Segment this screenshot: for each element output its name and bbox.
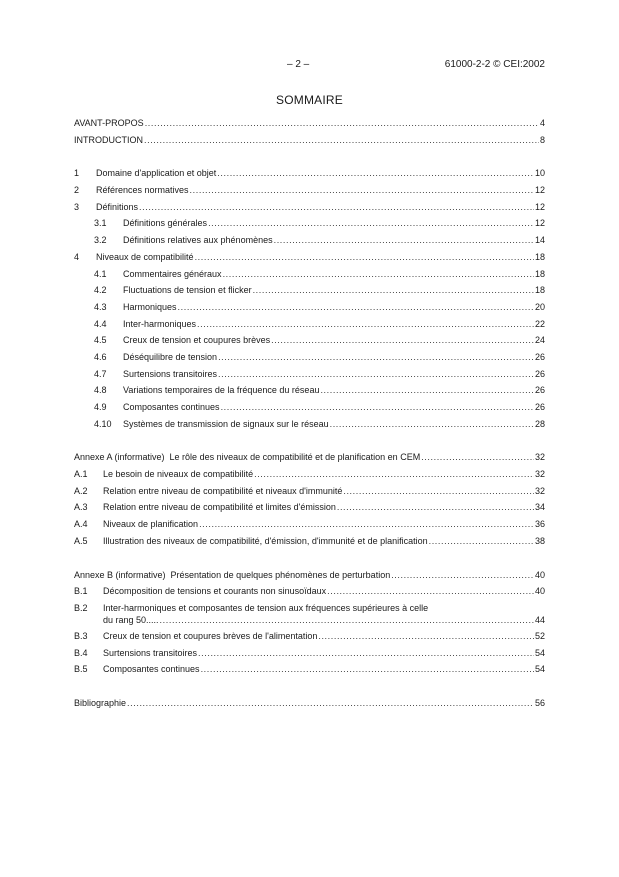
toc-entry-label: Définitions relatives aux phénomènes bbox=[123, 235, 273, 246]
toc-entry-page: 54 bbox=[534, 647, 545, 658]
toc-entry-label: Systèmes de transmission de signaux sur le réseau bbox=[123, 418, 329, 429]
toc-entry-clause-4-7[interactable] bbox=[74, 369, 545, 386]
toc-entry-annex-b[interactable] bbox=[74, 570, 545, 587]
toc-entry-number: 3 bbox=[74, 201, 80, 212]
toc-entry-number: B.1 bbox=[74, 586, 88, 597]
toc-entry-number: 3.1 bbox=[94, 218, 107, 229]
toc-entry-label: Relation entre niveau de compatibilité et limites d'émission bbox=[103, 502, 336, 513]
toc-entry-number: A.1 bbox=[74, 469, 88, 480]
toc-entry-annex-b-1[interactable] bbox=[74, 586, 545, 603]
toc-entry-number: A.3 bbox=[74, 502, 88, 513]
leader-dots bbox=[337, 502, 534, 512]
toc-entry-annex-b-5[interactable] bbox=[74, 664, 545, 681]
toc-entry-page: 8 bbox=[539, 134, 545, 145]
toc-entry-label: Composantes continues bbox=[103, 664, 200, 675]
toc-entry-clause-3[interactable] bbox=[74, 202, 545, 219]
toc-entry-number: 4.9 bbox=[94, 402, 107, 412]
toc-entry-label: Harmoniques bbox=[123, 301, 177, 312]
toc-entry-page: 32 bbox=[534, 469, 545, 480]
toc-entry-clause-4-4[interactable] bbox=[74, 319, 545, 336]
toc-entry-page: 26 bbox=[534, 351, 545, 362]
toc-entry-clause-4-9[interactable] bbox=[74, 402, 545, 419]
leader-dots bbox=[274, 235, 534, 245]
leader-dots bbox=[139, 202, 534, 212]
leader-dots bbox=[391, 570, 534, 580]
toc-entry-number: A.5 bbox=[74, 535, 88, 546]
table-of-contents bbox=[74, 118, 545, 715]
toc-entry-page: 24 bbox=[534, 335, 545, 346]
toc-entry-annex-a-5[interactable] bbox=[74, 536, 545, 553]
toc-entry-number: 4.2 bbox=[94, 285, 107, 296]
leader-dots bbox=[318, 631, 534, 641]
toc-entry-label: Déséquilibre de tension bbox=[123, 351, 218, 362]
toc-entry-clause-4-2[interactable] bbox=[74, 285, 545, 302]
toc-entry-introduction[interactable] bbox=[74, 135, 545, 152]
toc-entry-page: 36 bbox=[534, 519, 545, 530]
toc-entry-number: B.3 bbox=[74, 630, 88, 641]
document-reference: 61000-2-2 © CEI:2002 bbox=[444, 59, 545, 70]
toc-entry-clause-4-3[interactable] bbox=[74, 302, 545, 319]
leader-dots bbox=[198, 648, 534, 658]
toc-entry-clause-2[interactable] bbox=[74, 185, 545, 202]
toc-entry-label: Définitions générales bbox=[123, 218, 208, 229]
toc-entry-page: 26 bbox=[534, 402, 545, 412]
toc-entry-label: Niveaux de planification bbox=[103, 519, 199, 530]
leader-dots bbox=[218, 369, 534, 379]
toc-entry-label: Commentaires généraux bbox=[123, 268, 222, 279]
leader-dots bbox=[144, 135, 539, 145]
leader-dots bbox=[127, 698, 534, 708]
leader-dots bbox=[197, 319, 534, 329]
toc-entry-label: INTRODUCTION bbox=[74, 134, 143, 145]
toc-entry-clause-3-2[interactable] bbox=[74, 235, 545, 252]
leader-dots bbox=[199, 519, 534, 529]
toc-entry-page: 12 bbox=[534, 218, 545, 229]
leader-dots bbox=[190, 185, 534, 195]
toc-entry-label: Références normatives bbox=[96, 185, 189, 196]
page-title: SOMMAIRE bbox=[276, 93, 343, 107]
toc-entry-label: Niveaux de compatibilité bbox=[96, 251, 194, 262]
toc-entry-page: 34 bbox=[534, 502, 545, 513]
toc-entry-number: 4.10 bbox=[94, 418, 112, 429]
toc-entry-page: 18 bbox=[534, 285, 545, 296]
toc-entry-label: Illustration des niveaux de compatibilité, d'émission, d'immunité et de planification bbox=[103, 535, 428, 546]
toc-entry-number: B.4 bbox=[74, 647, 88, 658]
toc-entry-number: A.2 bbox=[74, 485, 88, 496]
toc-entry-page: 12 bbox=[534, 201, 545, 212]
toc-entry-page: 44 bbox=[534, 614, 545, 625]
toc-entry-annex-b-3[interactable] bbox=[74, 631, 545, 648]
toc-entry-label: Le besoin de niveaux de compatibilité bbox=[103, 469, 254, 480]
toc-entry-page: 26 bbox=[534, 385, 545, 396]
toc-entry-number: 4.4 bbox=[94, 318, 107, 329]
toc-entry-annex-a-3[interactable] bbox=[74, 502, 545, 519]
toc-entry-page: 20 bbox=[534, 301, 545, 312]
leader-dots bbox=[330, 419, 534, 429]
toc-entry-label: Définitions bbox=[96, 201, 139, 212]
toc-entry-number: 4.8 bbox=[94, 385, 107, 396]
toc-entry-label: AVANT-PROPOS bbox=[74, 118, 144, 128]
toc-entry-label: Annexe B (informative) Présentation de quelques phénomènes de perturbation bbox=[74, 569, 391, 580]
toc-entry-label: Variations temporaires de la fréquence du réseau bbox=[123, 385, 320, 396]
leader-dots bbox=[160, 615, 534, 625]
toc-entry-annex-a-4[interactable] bbox=[74, 519, 545, 536]
toc-entry-number: 4.5 bbox=[94, 335, 107, 346]
toc-entry-clause-4-8[interactable] bbox=[74, 385, 545, 402]
toc-entry-page: 18 bbox=[534, 268, 545, 279]
leader-dots bbox=[271, 335, 534, 345]
toc-entry-clause-4-5[interactable] bbox=[74, 335, 545, 352]
toc-entry-clause-3-1[interactable] bbox=[74, 218, 545, 235]
toc-entry-page: 40 bbox=[534, 569, 545, 580]
toc-entry-label: Inter-harmoniques et composantes de tension aux fréquences supérieures à celle bbox=[103, 602, 429, 613]
toc-entry-page: 12 bbox=[534, 185, 545, 196]
toc-entry-annex-a-2[interactable] bbox=[74, 486, 545, 503]
toc-entry-clause-4-6[interactable] bbox=[74, 352, 545, 369]
toc-entry-page: 26 bbox=[534, 368, 545, 379]
toc-entry-number: 4.3 bbox=[94, 301, 107, 312]
toc-entry-label: Relation entre niveau de compatibilité et niveaux d'immunité bbox=[103, 485, 343, 496]
toc-entry-label: Composantes continues bbox=[123, 402, 220, 412]
toc-entry-number: 4.7 bbox=[94, 368, 107, 379]
toc-entry-clause-1[interactable] bbox=[74, 168, 545, 185]
leader-dots bbox=[327, 586, 534, 596]
toc-entry-number: 4.1 bbox=[94, 268, 107, 279]
toc-entry-page: 4 bbox=[539, 118, 545, 128]
toc-entry-bibliographie[interactable] bbox=[74, 698, 545, 715]
toc-entry-page: 56 bbox=[534, 697, 545, 708]
toc-entry-label: Bibliographie bbox=[74, 697, 127, 708]
leader-dots bbox=[343, 486, 534, 496]
toc-entry-annex-b-4[interactable] bbox=[74, 648, 545, 665]
leader-dots bbox=[208, 218, 534, 228]
toc-entry-label: Décomposition de tensions et courants non sinusoïdaux bbox=[103, 586, 327, 597]
toc-entry-clause-4[interactable] bbox=[74, 252, 545, 269]
toc-entry-page: 22 bbox=[534, 318, 545, 329]
leader-dots bbox=[178, 302, 534, 312]
toc-entry-page: 38 bbox=[534, 535, 545, 546]
toc-entry-label: Creux de tension et coupures brèves de l'alimentation bbox=[103, 630, 318, 641]
toc-entry-clause-4-1[interactable] bbox=[74, 269, 545, 286]
toc-entry-label: Surtensions transitoires bbox=[123, 368, 218, 379]
toc-entry-number: B.2 bbox=[74, 602, 88, 613]
toc-entry-page: 28 bbox=[534, 418, 545, 429]
toc-entry-annex-a[interactable] bbox=[74, 452, 545, 469]
leader-dots bbox=[221, 402, 534, 412]
toc-entry-label: Creux de tension et coupures brèves bbox=[123, 335, 271, 346]
toc-entry-page: 32 bbox=[534, 452, 545, 463]
toc-entry-number: B.5 bbox=[74, 664, 88, 675]
toc-entry-number: 2 bbox=[74, 185, 80, 196]
leader-dots bbox=[254, 469, 534, 479]
toc-entry-page: 10 bbox=[534, 168, 545, 179]
toc-entry-number: 4 bbox=[74, 251, 80, 262]
toc-entry-annex-b-2[interactable] bbox=[74, 603, 545, 631]
toc-entry-number: 3.2 bbox=[94, 235, 107, 246]
toc-entry-label: Surtensions transitoires bbox=[103, 647, 198, 658]
toc-entry-label-continued: du rang 50..... bbox=[103, 614, 159, 625]
toc-entry-page: 18 bbox=[534, 251, 545, 262]
toc-entry-label: Annexe A (informative) Le rôle des niveaux de compatibilité et de planification en CEM bbox=[74, 452, 421, 463]
toc-entry-page: 32 bbox=[534, 485, 545, 496]
toc-entry-number: 1 bbox=[74, 168, 80, 179]
leader-dots bbox=[253, 285, 534, 295]
leader-dots bbox=[217, 168, 534, 178]
leader-dots bbox=[421, 452, 534, 462]
leader-dots bbox=[320, 385, 534, 395]
toc-entry-label: Inter-harmoniques bbox=[123, 318, 197, 329]
leader-dots bbox=[145, 118, 539, 128]
toc-entry-page: 54 bbox=[534, 664, 545, 675]
toc-entry-page: 14 bbox=[534, 235, 545, 246]
toc-entry-label: Fluctuations de tension et flicker bbox=[123, 285, 252, 296]
leader-dots bbox=[201, 664, 534, 674]
page-number: – 2 – bbox=[287, 59, 310, 70]
leader-dots bbox=[195, 252, 534, 262]
leader-dots bbox=[429, 536, 534, 546]
toc-entry-avant-propos[interactable] bbox=[74, 118, 545, 135]
leader-dots bbox=[223, 269, 534, 279]
leader-dots bbox=[218, 352, 534, 362]
toc-entry-page: 40 bbox=[534, 586, 545, 597]
toc-entry-number: A.4 bbox=[74, 519, 88, 530]
toc-entry-label: Domaine d'application et objet bbox=[96, 168, 217, 179]
toc-entry-page: 52 bbox=[534, 630, 545, 641]
toc-entry-annex-a-1[interactable] bbox=[74, 469, 545, 486]
toc-entry-clause-4-10[interactable] bbox=[74, 419, 545, 436]
toc-entry-number: 4.6 bbox=[94, 351, 107, 362]
